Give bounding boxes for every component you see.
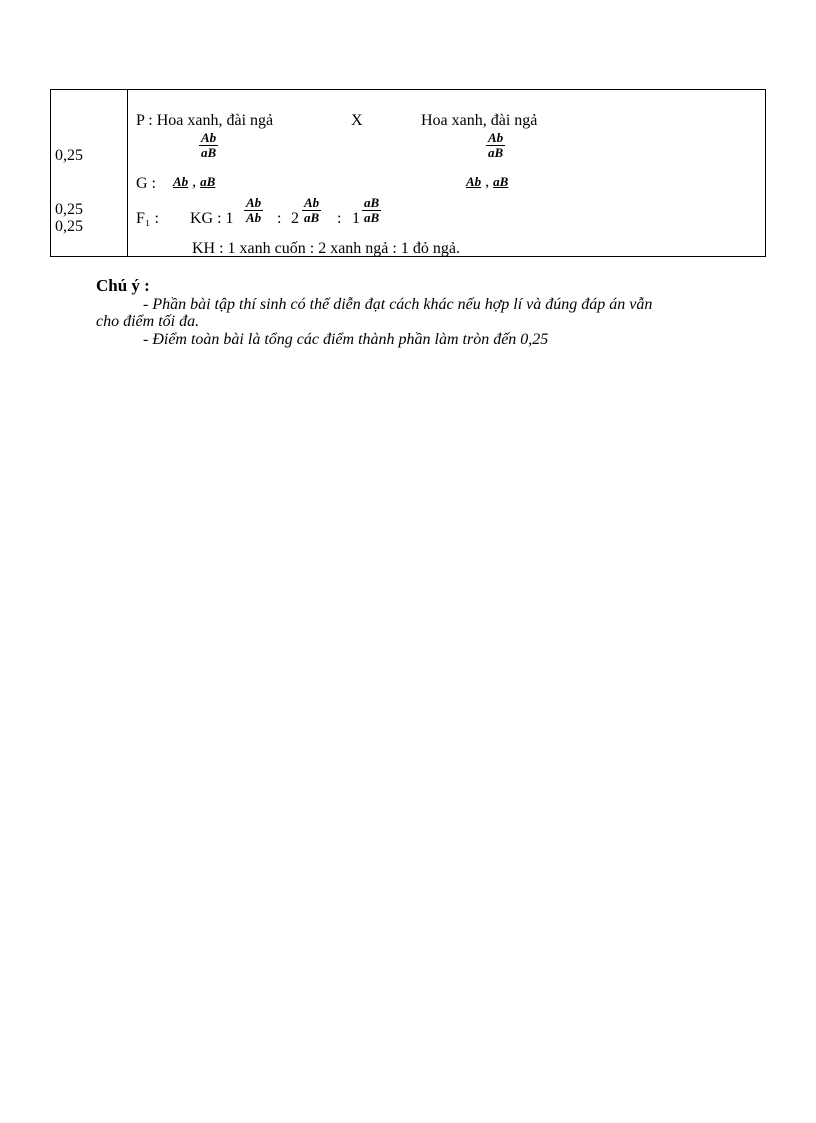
gamete: Ab [466,174,482,189]
fraction-numerator: Ab [304,195,320,210]
fraction-numerator: aB [364,195,380,210]
gamete: aB [200,174,216,189]
note-title: Chú ý : [96,276,150,295]
fraction-denominator: aB [201,145,217,160]
fraction-denominator: aB [304,210,320,225]
cross-symbol: X [351,112,363,129]
kg-coef-3: 1 [352,210,360,227]
gamete: aB [493,174,509,189]
parents-right: Hoa xanh, đài ngả [421,112,538,129]
note-line-2: - Điểm toàn bài là tổng các điểm thành phần làm tròn đến 0,25 [143,331,549,348]
fraction-numerator: Ab [246,195,262,210]
fraction-numerator: Ab [201,130,217,145]
parent-genotype-right [486,131,505,160]
kg-term-3 [362,196,381,225]
parent-genotype-left [199,131,218,160]
kg-term-2 [302,196,321,225]
gametes-right [466,173,508,191]
fraction-numerator: Ab [488,130,504,145]
kg-label: KG : 1 [190,210,234,227]
kg-term-1 [244,196,263,225]
gamete-separator: , [192,173,197,190]
gamete: Ab [173,174,189,189]
parents-label: P : Hoa xanh, đài ngả [136,112,274,129]
gametes-label: G : [136,175,156,192]
gametes-left [173,173,215,191]
f1-label: F₁ : [136,210,159,227]
fraction-denominator: aB [488,145,504,160]
note-line-1-cont: cho điểm tối đa. [96,313,200,330]
fraction-denominator: Ab [246,210,262,225]
fraction-denominator: aB [364,210,380,225]
ratio-separator: : [337,210,342,227]
kh-line: KH : 1 xanh cuốn : 2 xanh ngả : 1 đỏ ngả. [192,240,460,257]
score-1: 0,25 [55,147,83,164]
note-line-1: - Phần bài tập thí sinh có thể diễn đạt cách khác nếu hợp lí và đúng đáp án vẫn [143,296,653,313]
column-divider [127,89,128,257]
ratio-separator: : [277,210,282,227]
score-2: 0,25 [55,201,83,218]
score-3: 0,25 [55,218,83,235]
kg-coef-2: 2 [291,210,299,227]
gamete-separator: , [485,173,490,190]
